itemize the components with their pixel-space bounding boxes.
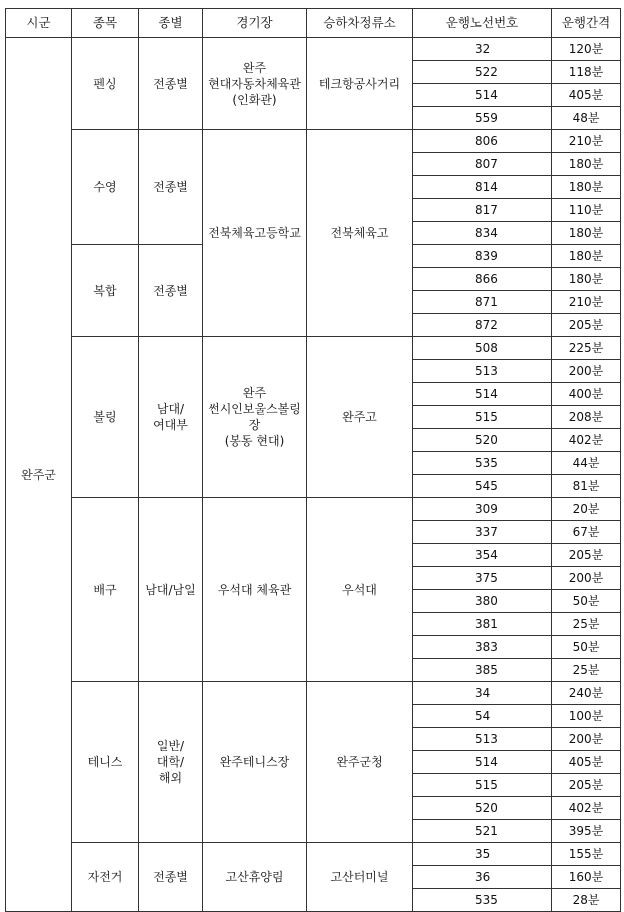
venue-cell: 전북체육고등학교 [203,130,307,337]
route-number-cell: 834 [413,222,552,245]
venue-cell: 고산휴양림 [203,843,307,912]
route-number-cell: 522 [413,61,552,84]
interval-cell: 155분 [552,843,621,866]
route-number-cell: 871 [413,291,552,314]
interval-cell: 205분 [552,544,621,567]
sport-cell: 수영 [72,130,139,245]
interval-cell: 67분 [552,521,621,544]
route-number-cell: 515 [413,774,552,797]
route-number-cell: 559 [413,107,552,130]
route-number-cell: 383 [413,636,552,659]
header-category: 종별 [139,9,203,38]
interval-cell: 25분 [552,659,621,682]
route-number-cell: 380 [413,590,552,613]
route-number-cell: 806 [413,130,552,153]
stop-cell: 전북체육고 [307,130,413,337]
interval-cell: 110분 [552,199,621,222]
interval-cell: 28분 [552,889,621,912]
venue-cell: 완주 썬시인보울스볼링장 (봉동 현대) [203,337,307,498]
stop-cell: 완주군청 [307,682,413,843]
sport-cell: 펜싱 [72,38,139,130]
venue-cell: 완주 현대자동차체육관 (인화관) [203,38,307,130]
interval-cell: 200분 [552,567,621,590]
header-sport: 종목 [72,9,139,38]
route-number-cell: 545 [413,475,552,498]
category-cell: 전종별 [139,130,203,245]
interval-cell: 225분 [552,337,621,360]
interval-cell: 210분 [552,130,621,153]
interval-cell: 50분 [552,636,621,659]
route-number-cell: 32 [413,38,552,61]
route-number-cell: 514 [413,751,552,774]
interval-cell: 208분 [552,406,621,429]
interval-cell: 180분 [552,176,621,199]
route-number-cell: 513 [413,728,552,751]
stop-cell: 고산터미널 [307,843,413,912]
route-number-cell: 337 [413,521,552,544]
route-number-cell: 354 [413,544,552,567]
sport-cell: 볼링 [72,337,139,498]
route-number-cell: 35 [413,843,552,866]
header-region: 시군 [6,9,72,38]
sport-cell: 복합 [72,245,139,337]
route-number-cell: 385 [413,659,552,682]
interval-cell: 210분 [552,291,621,314]
category-cell: 전종별 [139,38,203,130]
table-row [6,130,621,153]
interval-cell: 25분 [552,613,621,636]
interval-cell: 44분 [552,452,621,475]
route-number-cell: 514 [413,84,552,107]
interval-cell: 395분 [552,820,621,843]
venue-cell: 완주테니스장 [203,682,307,843]
route-number-cell: 839 [413,245,552,268]
interval-cell: 20분 [552,498,621,521]
category-cell: 남대/남일 [139,498,203,682]
interval-cell: 402분 [552,429,621,452]
interval-cell: 205분 [552,774,621,797]
route-number-cell: 54 [413,705,552,728]
stop-cell: 우석대 [307,498,413,682]
route-number-cell: 817 [413,199,552,222]
route-number-cell: 381 [413,613,552,636]
interval-cell: 180분 [552,268,621,291]
header-row [6,9,621,38]
category-cell: 남대/ 여대부 [139,337,203,498]
interval-cell: 81분 [552,475,621,498]
interval-cell: 48분 [552,107,621,130]
route-number-cell: 866 [413,268,552,291]
interval-cell: 180분 [552,222,621,245]
route-number-cell: 309 [413,498,552,521]
interval-cell: 240분 [552,682,621,705]
interval-cell: 405분 [552,84,621,107]
interval-cell: 180분 [552,153,621,176]
header-route: 운행노선번호 [413,9,552,38]
stop-cell: 테크항공사거리 [307,38,413,130]
table-row [6,843,621,866]
route-number-cell: 520 [413,429,552,452]
route-number-cell: 508 [413,337,552,360]
interval-cell: 402분 [552,797,621,820]
region-cell: 완주군 [6,38,72,912]
interval-cell: 200분 [552,360,621,383]
interval-cell: 200분 [552,728,621,751]
interval-cell: 205분 [552,314,621,337]
interval-cell: 100분 [552,705,621,728]
stop-cell: 완주고 [307,337,413,498]
interval-cell: 180분 [552,245,621,268]
route-number-cell: 807 [413,153,552,176]
transit-table [5,8,621,912]
interval-cell: 160분 [552,866,621,889]
table-row [6,38,621,61]
table-row [6,498,621,521]
sport-cell: 배구 [72,498,139,682]
route-number-cell: 535 [413,452,552,475]
table-row [6,337,621,360]
route-number-cell: 814 [413,176,552,199]
sport-cell: 테니스 [72,682,139,843]
category-cell: 일반/ 대학/ 해외 [139,682,203,843]
route-number-cell: 535 [413,889,552,912]
route-number-cell: 872 [413,314,552,337]
interval-cell: 405분 [552,751,621,774]
category-cell: 전종별 [139,843,203,912]
header-stop: 승하차정류소 [307,9,413,38]
table-row [6,682,621,705]
route-number-cell: 36 [413,866,552,889]
route-number-cell: 375 [413,567,552,590]
route-number-cell: 515 [413,406,552,429]
route-number-cell: 513 [413,360,552,383]
route-number-cell: 520 [413,797,552,820]
header-interval: 운행간격 [552,9,621,38]
venue-cell: 우석대 체육관 [203,498,307,682]
interval-cell: 50분 [552,590,621,613]
route-number-cell: 34 [413,682,552,705]
sport-cell: 자전거 [72,843,139,912]
route-number-cell: 521 [413,820,552,843]
interval-cell: 118분 [552,61,621,84]
category-cell: 전종별 [139,245,203,337]
table-body [6,38,621,912]
interval-cell: 120분 [552,38,621,61]
interval-cell: 400분 [552,383,621,406]
header-venue: 경기장 [203,9,307,38]
route-number-cell: 514 [413,383,552,406]
